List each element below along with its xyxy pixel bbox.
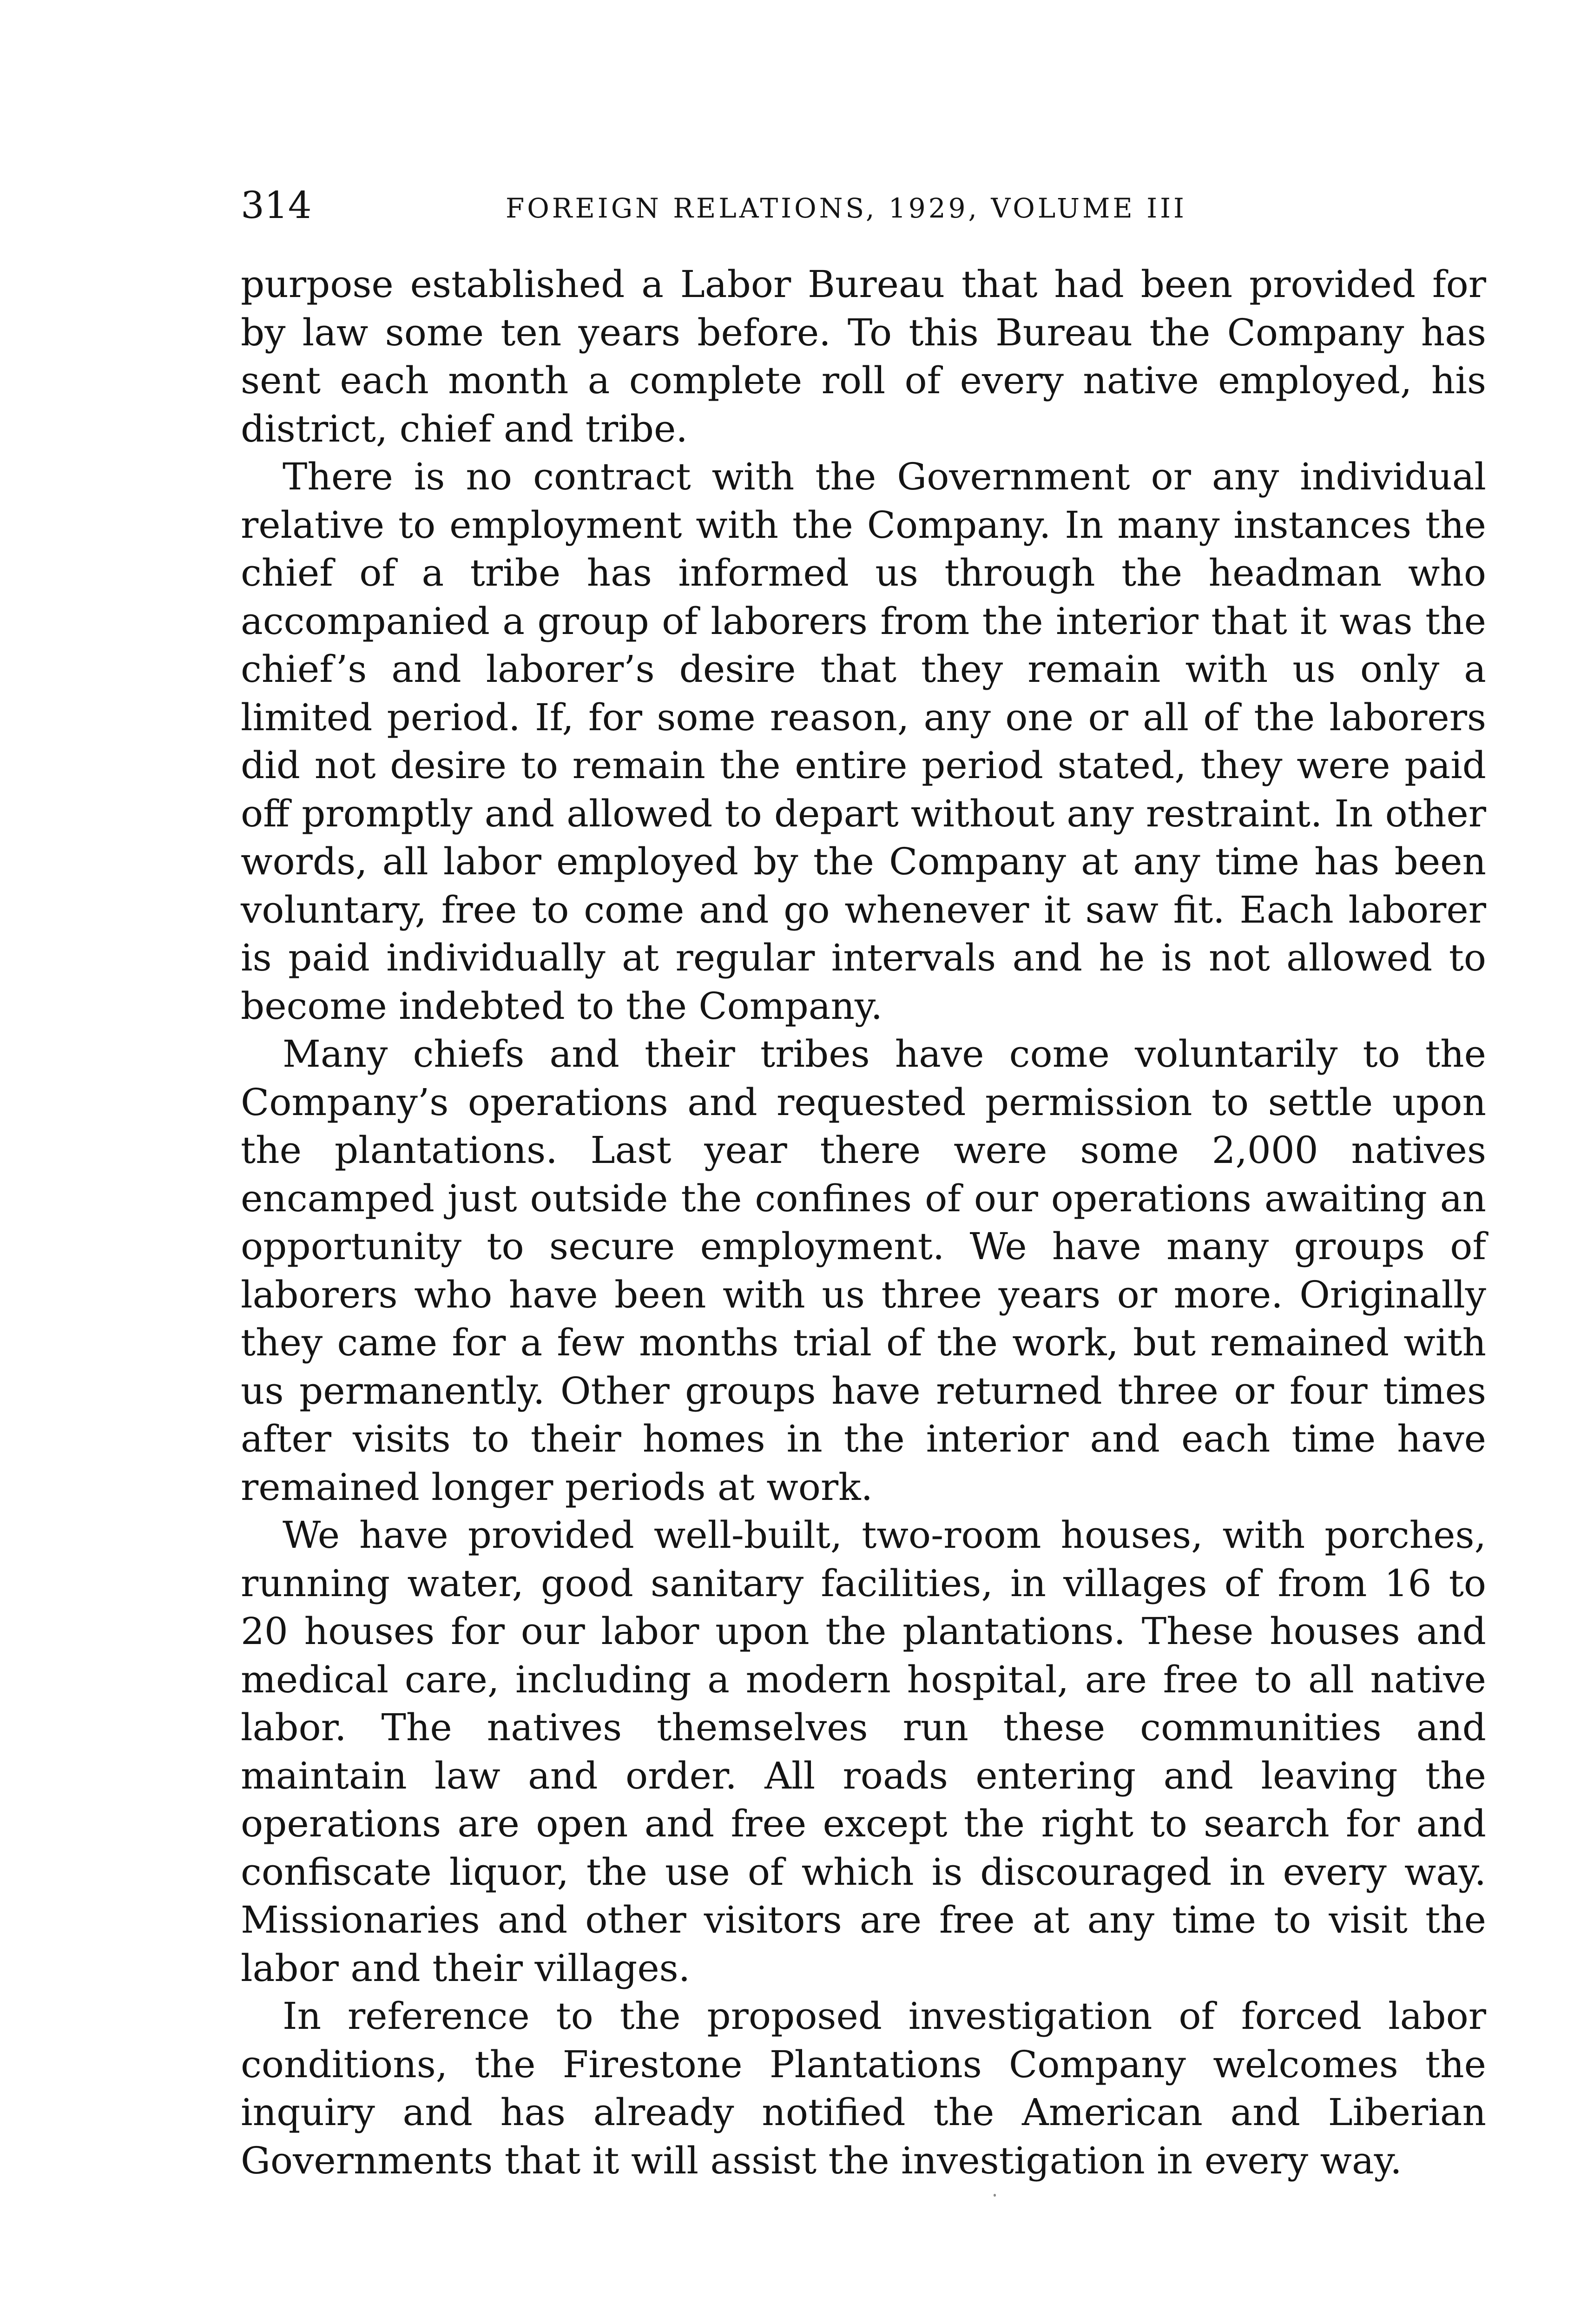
paragraph: We have provided well-built, two-room houses, with porches, running water, good sanitary facilities, in villages of from 16 to 20 houses for our labor upon the plantations. These houses and medical care, including a modern hospital, are free to all native labor. The natives themselves run these communities and maintain law and order. All roads entering and leaving the operations are open and free except the right to search for and confiscate liquor, the use of which is discouraged in every way. Missionaries and other visitors are free at any time to visit the labor and their villages.: [241, 1513, 1486, 1990]
page-header: [241, 182, 1486, 233]
paragraph: Many chiefs and their tribes have come voluntarily to the Company’s operations and requested permission to settle upon the plantations. Last year there were some 2,000 natives encamped just outside the confines of our operations awaiting an opportunity to secure employment. We have many groups of laborers who have been with us three years or more. Originally they came for a few months trial of the work, but remained with us permanently. Other groups have returned three or four times after visits to their homes in the interior and each time have remained longer periods at work.: [241, 1032, 1486, 1509]
paragraph: In reference to the proposed investigation of forced labor conditions, the Firestone Plantations Company welcomes the inquiry and has already notified the American and Liberian Governments that it will assist the investigation in every way.: [241, 1994, 1486, 2182]
page-number: 314: [241, 184, 312, 227]
paragraph: There is no contract with the Government or any individual relative to employment with the Company. In many instances the chief of a tribe has informed us through the headman who accompanied a group of laborers from the interior that it was the chief’s and laborer’s desire that they remain with us only a limited period. If, for some reason, any one or all of the laborers did not desire to remain the entire period stated, they were paid off promptly and allowed to depart without any restraint. In other words, all labor employed by the Company at any time has been voluntary, free to come and go whenever it saw fit. Each laborer is paid individually at regular intervals and he is not allowed to become indebted to the Company.: [241, 455, 1486, 1028]
scan-speck: [994, 2194, 996, 2197]
paragraph-continued: purpose established a Labor Bureau that had been provided for by law some ten years before. To this Bureau the Company has sent each month a complete roll of every native employed, his district, chief and tribe.: [241, 263, 1486, 450]
body-text: [241, 260, 1486, 2185]
running-head: FOREIGN RELATIONS, 1929, VOLUME III: [506, 192, 1187, 224]
